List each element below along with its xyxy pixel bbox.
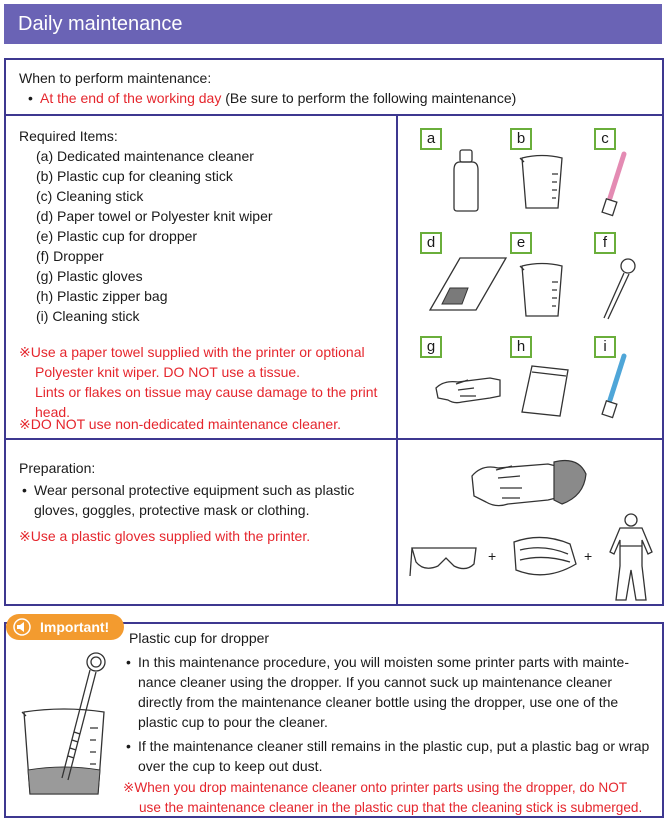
list-item: (a) Dedicated maintenance cleaner [36, 148, 254, 164]
protective-clothing-icon [606, 512, 656, 602]
cup-with-dropper-icon [16, 652, 112, 802]
important-badge-label: Important! [40, 619, 110, 635]
preparation-note: ※Use a plastic gloves supplied with the printer. [19, 528, 311, 544]
note-line: Polyester knit wiper. DO NOT use a tissue. [35, 364, 301, 380]
glove-icon [468, 454, 588, 514]
required-note-tissue [19, 342, 377, 422]
plus-sign: + [488, 548, 497, 564]
label-c: c [594, 128, 616, 150]
label-e: e [510, 232, 532, 254]
when-item-highlight: At the end of the working day [40, 90, 222, 106]
list-item: (f) Dropper [36, 248, 104, 264]
goggles-icon [410, 540, 480, 580]
bullet-line: plastic cup to pour the cleaner. [138, 714, 328, 730]
label-i: i [594, 336, 616, 358]
plastic-cup-dropper-icon [518, 260, 566, 320]
bullet-line: Wear personal protective equipment such as plastic [34, 482, 355, 498]
preparation-section [4, 438, 398, 606]
plastic-glove-icon [434, 370, 504, 410]
list-item: (b) Plastic cup for cleaning stick [36, 168, 233, 184]
bullet-line: nance cleaner using the dropper. If you cannot suck up maintenance cleaner [138, 674, 612, 690]
bullet-line: over the cup to keep out dust. [138, 758, 323, 774]
required-list [36, 146, 273, 326]
note-line: Lints or flakes on tissue may cause damage to the print [35, 384, 378, 400]
bullet-line: directly from the maintenance cleaner bottle using the dropper, use one of the [138, 694, 619, 710]
important-bullet-1 [126, 652, 629, 732]
required-heading: Required Items: [19, 128, 118, 144]
items-illustration-panel [396, 114, 664, 440]
list-item: (d) Paper towel or Polyester knit wiper [36, 208, 273, 224]
dropper-icon [598, 256, 638, 326]
list-item: (i) Cleaning stick [36, 308, 140, 324]
important-section [4, 622, 664, 818]
list-item: (h) Plastic zipper bag [36, 288, 168, 304]
important-badge [6, 614, 124, 640]
label-f: f [594, 232, 616, 254]
paper-towel-icon [428, 254, 510, 314]
note-line: ※When you drop maintenance cleaner onto printer parts using the dropper, do NOT [123, 780, 628, 795]
list-item: (c) Cleaning stick [36, 188, 144, 204]
when-item [28, 88, 516, 108]
label-d: d [420, 232, 442, 254]
list-item: (e) Plastic cup for dropper [36, 228, 198, 244]
bullet-line: In this maintenance procedure, you will moisten some printer parts with mainte- [138, 654, 629, 670]
cleaning-stick-blue-icon [600, 352, 630, 422]
cleaner-bottle-icon [446, 144, 486, 214]
ppe-illustration-panel [396, 438, 664, 606]
label-h: h [510, 336, 532, 358]
note-line: ※Use a paper towel supplied with the printer or optional [19, 344, 365, 360]
label-b: b [510, 128, 532, 150]
bullet-line: gloves, goggles, protective mask or clothing. [34, 502, 310, 518]
required-section [4, 114, 398, 440]
label-g: g [420, 336, 442, 358]
bullet-line: If the maintenance cleaner still remains in the plastic cup, put a plastic bag or wrap [138, 738, 650, 754]
required-note-cleaner: ※DO NOT use non-dedicated maintenance cleaner. [19, 416, 341, 432]
label-a: a [420, 128, 442, 150]
list-item: (g) Plastic gloves [36, 268, 143, 284]
plus-sign: + [584, 548, 593, 564]
note-line: use the maintenance cleaner in the plastic cup that the cleaning stick is submerged. [139, 800, 643, 815]
important-bullet-2 [126, 736, 649, 776]
protective-mask-icon [506, 532, 580, 582]
when-item-rest: (Be sure to perform the following maintenance) [221, 90, 517, 106]
zipper-bag-icon [518, 362, 572, 422]
megaphone-icon [12, 619, 32, 635]
note-line: head. [35, 404, 71, 420]
plastic-cup-icon [518, 152, 566, 212]
important-heading: Plastic cup for dropper [129, 630, 270, 646]
cleaning-stick-icon [600, 150, 630, 220]
important-note [123, 778, 642, 818]
when-heading: When to perform maintenance: [19, 70, 212, 86]
preparation-bullet [22, 480, 354, 520]
when-section [4, 58, 664, 116]
preparation-heading: Preparation: [19, 460, 96, 476]
page-title: Daily maintenance [4, 4, 662, 44]
